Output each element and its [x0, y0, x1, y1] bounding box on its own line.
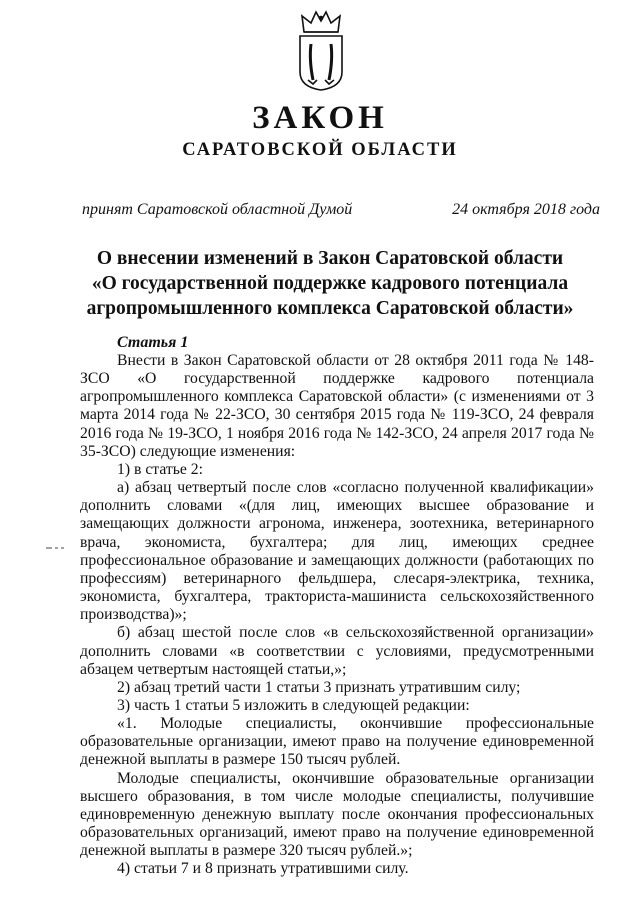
coat-of-arms-icon	[296, 10, 346, 92]
adopted-by: принят Саратовской областной Думой	[82, 201, 353, 218]
paragraph: Внести в Закон Саратовской области от 28 октября 2011 года № 148-ЗСО «О государственной поддержке кадрового потенциала агропромышленного комплекса Саратовской области» (с изменениями от 3 марта 2014 года № 22-ЗСО, 30 сентября 2015 года № 119-ЗСО, 24 февраля 2016 года № 19-ЗСО, 1 ноября 2016 года № 142-ЗСО, 24 апреля 2017 года № 35-ЗСО) следующие изменения:	[80, 352, 594, 460]
paragraph: Молодые специалисты, окончившие образовательные организации высшего образования, в том числе молодые специалисты, получившие единовременную денежную выплату после окончания профессиональных образовательных организаций, имеют право на получение единовременной денежной выплаты в размере 320 тысяч рублей.»;	[80, 769, 594, 860]
adoption-date: 24 октября 2018 года	[452, 201, 600, 218]
paragraph: а) абзац четвертый после слов «согласно полученной квалификации» дополнить словами «(для лиц, имеющих высшее образование и замещающих должности агронома, инженера, зоотехника, ветеринарного врача, экономиста, бухгалтера; для лиц, имеющих среднее профессиональное образование и замещающих должности (работающих по профессиям) ветеринарного фельдшера, слесаря-электрика, техника, экономиста, бухгалтера, тракториста-машиниста сельскохозяйственного производства)»;	[80, 479, 594, 624]
law-title-line: О внесении изменений в Закон Саратовской области	[96, 248, 564, 269]
law-title-line: «О государственной поддержке кадрового потенциала	[91, 273, 569, 294]
article-heading: Статья 1	[117, 334, 189, 351]
document-title: ЗАКОН	[252, 100, 388, 136]
paragraph: «1. Молодые специалисты, окончившие профессиональные образовательные организации, имеют право на получение единовременной денежной выплаты в размере 150 тысяч рублей.	[80, 715, 594, 769]
paragraph: 1) в статье 2:	[117, 460, 203, 478]
paragraph: б) абзац шестой после слов «в сельскохозяйственной организации» дополнить словами «в соответствии с условиями, предусмотренными абзацем четвертым настоящей статьи,»;	[80, 624, 594, 678]
article-body	[80, 352, 594, 879]
margin-mark	[46, 537, 64, 541]
paragraph: 3) часть 1 статьи 5 изложить в следующей редакции:	[117, 696, 470, 714]
law-title	[60, 246, 600, 321]
law-title-line: агропромышленного комплекса Саратовской области»	[86, 298, 574, 319]
paragraph: 2) абзац третий части 1 статьи 3 признать утратившим силу;	[117, 678, 521, 696]
document-subtitle: САРАТОВСКОЙ ОБЛАСТИ	[182, 140, 458, 160]
paragraph: 4) статьи 7 и 8 признать утратившими силу.	[117, 860, 409, 878]
